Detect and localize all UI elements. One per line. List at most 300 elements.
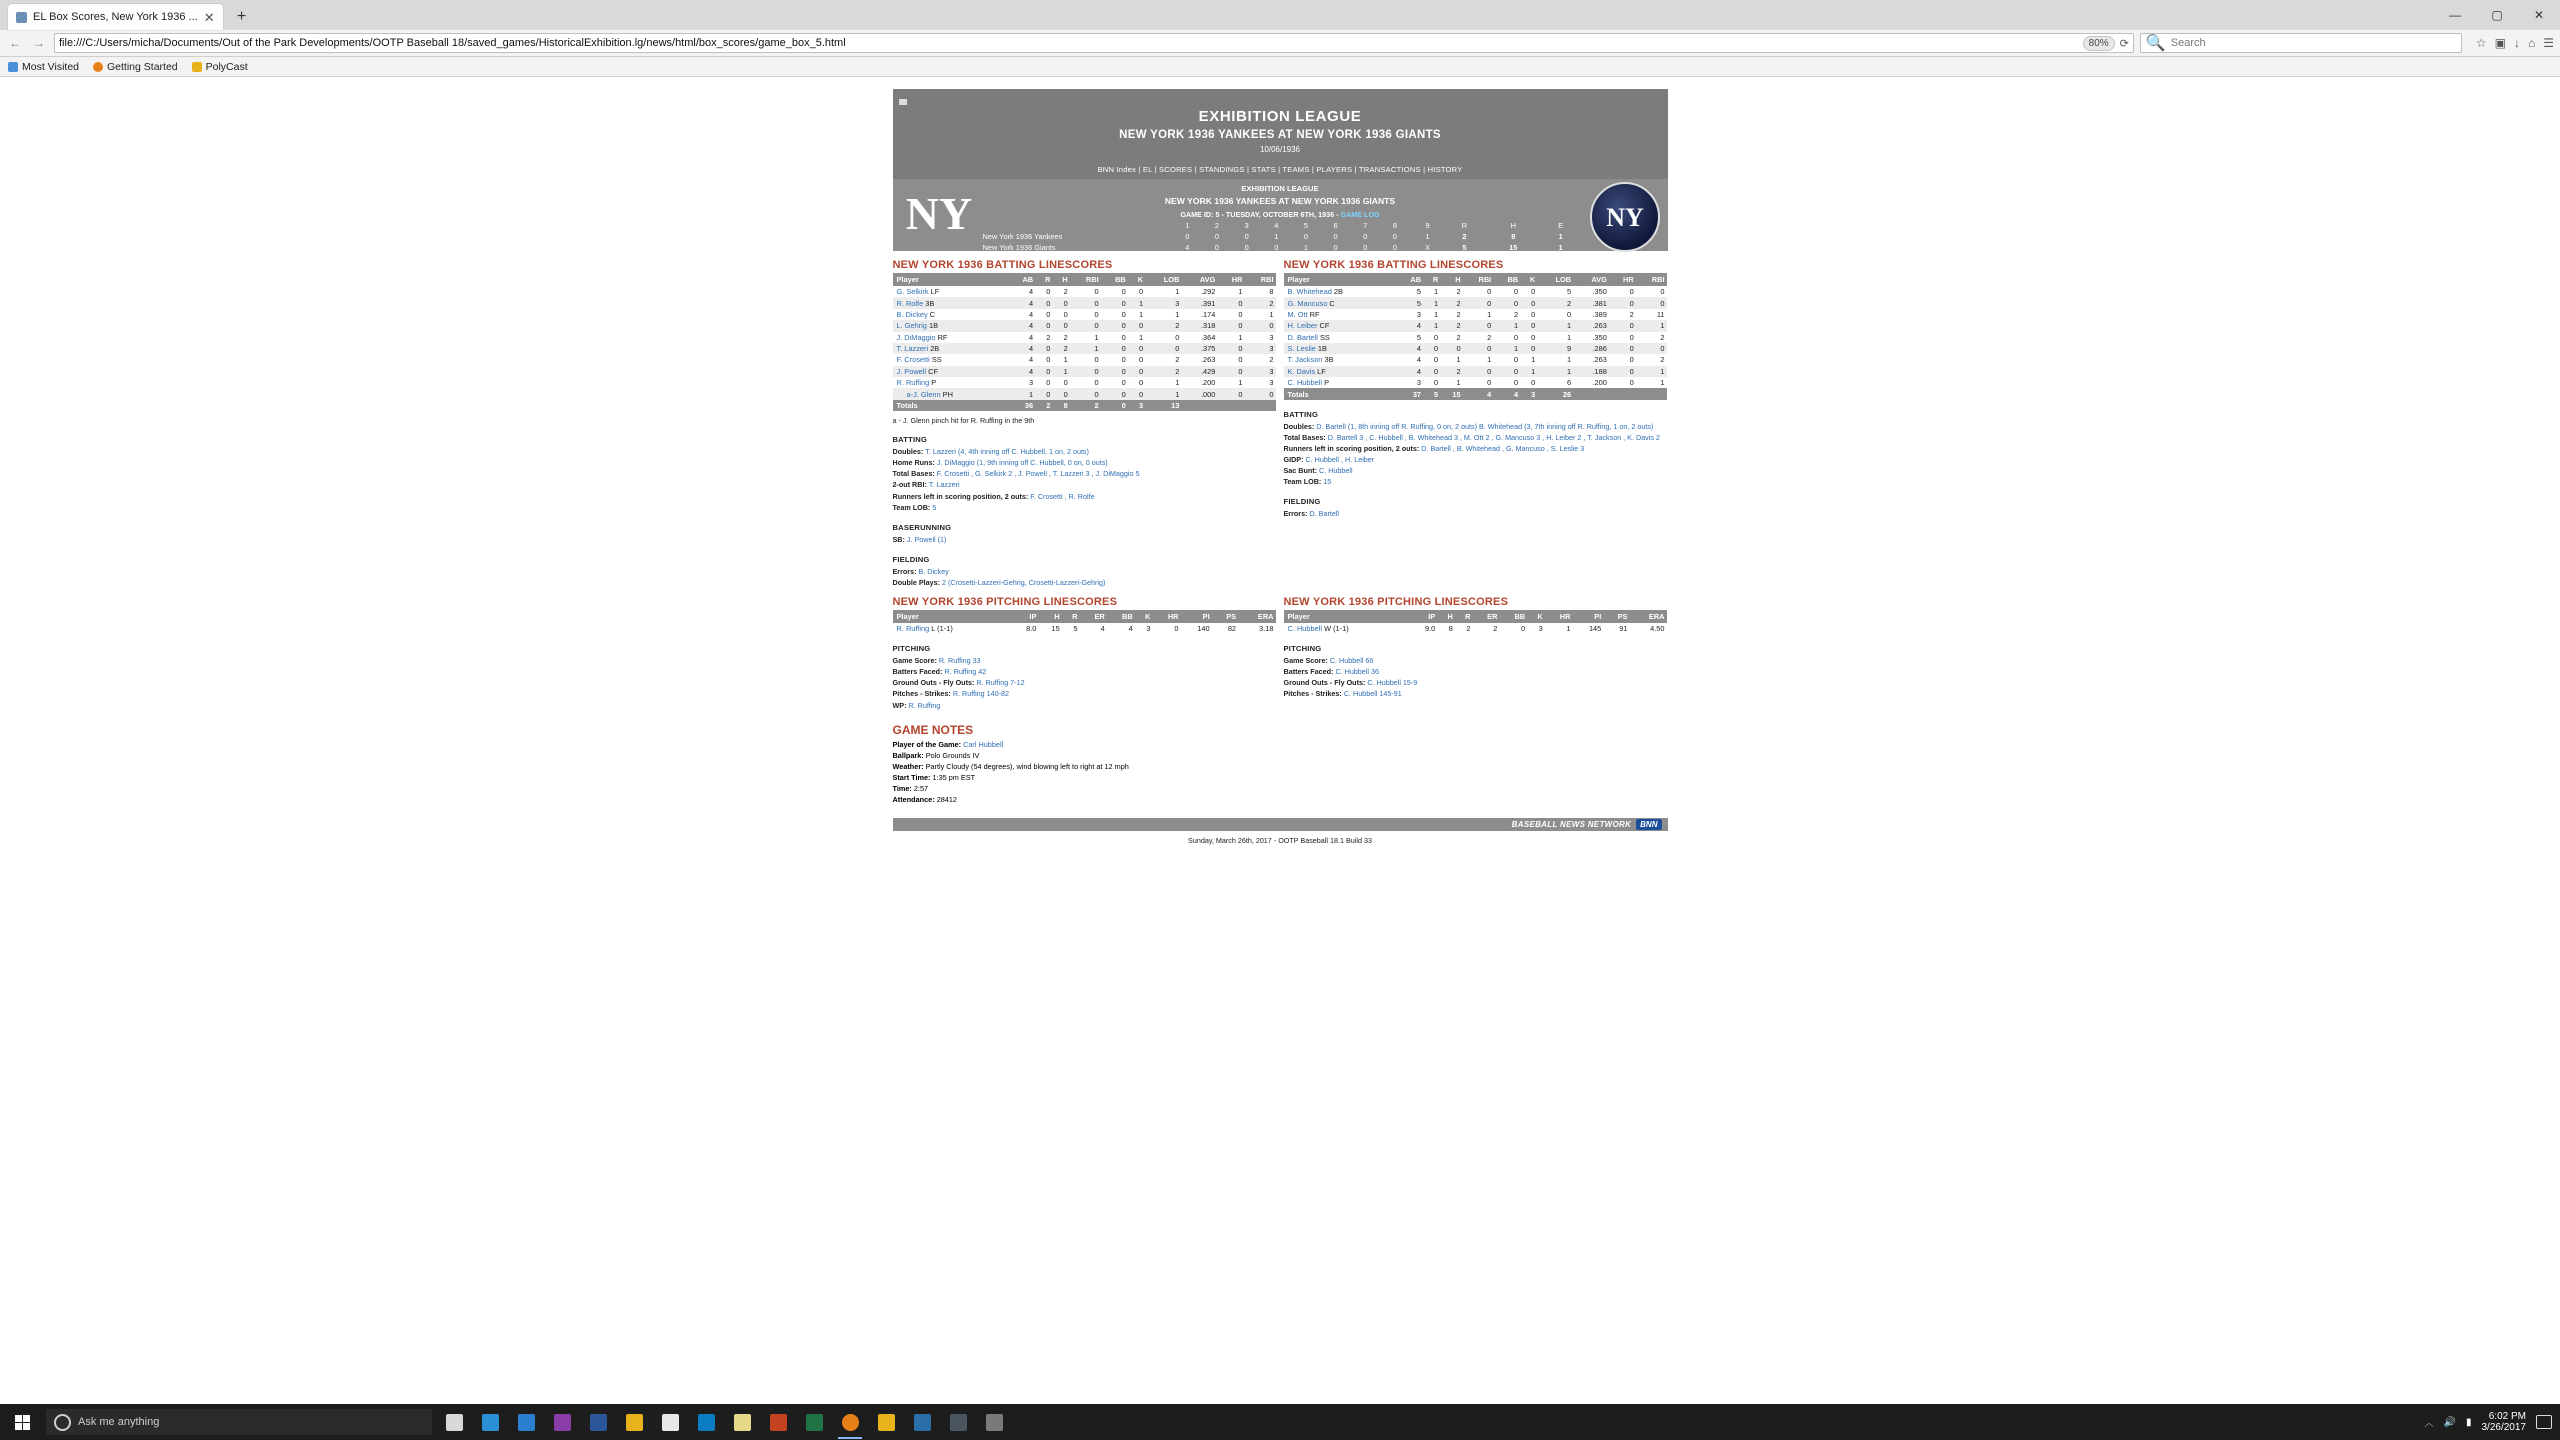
stat-cell: 0 bbox=[1175, 332, 1180, 342]
note-line bbox=[893, 655, 1276, 666]
stat-cell: 1 bbox=[1434, 298, 1439, 308]
linescore-inning: 0 bbox=[1214, 232, 1220, 241]
note-line bbox=[893, 491, 1276, 502]
table-row bbox=[893, 366, 1276, 377]
totals-cell bbox=[1217, 400, 1244, 411]
note-value[interactable]: R. Ruffing 33 bbox=[938, 655, 981, 665]
note-value[interactable]: R. Ruffing 7-12 bbox=[976, 678, 1025, 688]
game-note-row bbox=[893, 795, 1668, 804]
stat-cell: 1 bbox=[1434, 309, 1439, 319]
stat-cell: .350 bbox=[1592, 332, 1607, 342]
stat-cell: 9.0 bbox=[1424, 624, 1436, 634]
address-bar[interactable] bbox=[54, 33, 2134, 53]
taskbar-icon-outlook[interactable] bbox=[688, 1404, 724, 1440]
note-label: Pitches - Strikes: bbox=[1283, 689, 1344, 699]
column-header: Player bbox=[893, 273, 1008, 286]
note-line bbox=[1284, 688, 1667, 699]
column-header: BB bbox=[1499, 610, 1527, 623]
stat-cell: 0 bbox=[1514, 355, 1519, 365]
column-header: ERA bbox=[1629, 610, 1666, 623]
player-link[interactable]: F. Crosetti bbox=[896, 355, 930, 365]
game-note-label: Ballpark: bbox=[892, 750, 926, 760]
player-cell bbox=[893, 377, 1008, 388]
stat-cell: 0 bbox=[1514, 378, 1519, 388]
minimize-button[interactable]: — bbox=[2449, 8, 2461, 22]
stat-cell: 5 bbox=[1416, 298, 1422, 308]
note-value[interactable]: C. Hubbell 15-9 bbox=[1367, 678, 1418, 688]
linescore-th: 5 bbox=[1303, 221, 1309, 230]
close-window-button[interactable]: ✕ bbox=[2533, 8, 2545, 22]
note-value[interactable]: C. Hubbell , H. Leiber bbox=[1305, 454, 1375, 464]
stat-cell: 2 bbox=[1567, 298, 1572, 308]
bookmark-label: Getting Started bbox=[107, 60, 178, 73]
table-row bbox=[1284, 366, 1667, 377]
totals-cell: 37 bbox=[1412, 389, 1422, 399]
note-label: Total Bases: bbox=[1283, 432, 1328, 442]
forward-icon[interactable]: → bbox=[33, 36, 45, 50]
stat-cell: 4 bbox=[1029, 309, 1034, 319]
player-position: CF bbox=[1317, 321, 1330, 331]
note-value[interactable]: 2 (Crosetti-Lazzeri-Gehrig, Crosetti-Lazzeri-Gehrig) bbox=[942, 577, 1106, 587]
windows-logo-icon bbox=[15, 1415, 30, 1430]
player-link[interactable]: T. Jackson bbox=[1287, 355, 1323, 365]
home-icon[interactable]: ⌂ bbox=[2527, 36, 2536, 50]
stat-cell: 4 bbox=[1029, 332, 1034, 342]
stat-cell: 0 bbox=[1094, 355, 1099, 365]
away-batting-notes bbox=[893, 434, 1276, 513]
player-cell bbox=[1284, 332, 1397, 343]
player-link[interactable]: R. Ruffing bbox=[896, 624, 930, 634]
note-value[interactable]: F. Crosetti , G. Selkirk 2 , J. Powell , T. Lazzeri 3 , J. DiMaggio 5 bbox=[936, 469, 1140, 479]
new-tab-button[interactable]: + bbox=[236, 8, 247, 25]
linescore-runs: 2 bbox=[1462, 232, 1467, 241]
stat-cell: 2 bbox=[1493, 624, 1498, 634]
player-link[interactable]: T. Lazzeri bbox=[896, 344, 929, 354]
away-batting-table bbox=[893, 273, 1276, 411]
stat-cell: 140 bbox=[1197, 624, 1210, 634]
game-log-link[interactable]: GAME LOG bbox=[1340, 210, 1380, 219]
note-label: WP: bbox=[892, 700, 909, 710]
stat-cell: 2 bbox=[1063, 344, 1068, 354]
player-link[interactable]: C. Hubbell bbox=[1287, 378, 1323, 388]
player-link[interactable]: D. Bartell bbox=[1287, 332, 1318, 342]
note-value[interactable]: J. DiMaggio (1, 9th inning off C. Hubbell, 0 on, 0 outs) bbox=[936, 458, 1108, 468]
totals-cell: 36 bbox=[1024, 400, 1034, 410]
navbar-right-icons bbox=[2468, 36, 2554, 50]
stat-cell: 1 bbox=[1660, 366, 1665, 376]
linescore-th: R bbox=[1461, 221, 1468, 230]
tab-close-icon[interactable]: ✕ bbox=[203, 9, 215, 25]
player-link[interactable]: C. Hubbell bbox=[1287, 624, 1323, 634]
home-pitching-column bbox=[1284, 596, 1667, 711]
game-note-value[interactable]: Carl Hubbell bbox=[963, 739, 1004, 749]
stat-cell: .188 bbox=[1592, 366, 1607, 376]
note-value[interactable]: D. Bartell 3 , C. Hubbell , B. Whitehead 3 , M. Ott 2 , G. Mancuso 3 , H. Leiber 2 , T. Jackson , K. Davis 2 bbox=[1327, 432, 1660, 442]
stat-cell: 4 bbox=[1416, 344, 1422, 354]
column-header: LOB bbox=[1537, 273, 1573, 286]
away-batting-note-lines bbox=[893, 446, 1276, 513]
player-link[interactable]: R. Ruffing bbox=[896, 378, 930, 388]
taskbar-icon-calendar[interactable] bbox=[652, 1404, 688, 1440]
bookmark-star-icon[interactable]: ☆ bbox=[2475, 36, 2487, 50]
reload-icon[interactable]: ⟳ bbox=[2119, 37, 2129, 50]
totals-cell: 4 bbox=[1487, 389, 1492, 399]
linescore-inning: 1 bbox=[1274, 232, 1279, 241]
stat-cell: 3 bbox=[1175, 298, 1180, 308]
window-controls bbox=[2434, 0, 2560, 30]
taskbar-icon-app[interactable] bbox=[976, 1404, 1012, 1440]
away-fielding-lines bbox=[893, 566, 1276, 588]
player-position: P bbox=[1322, 378, 1329, 388]
taskbar-icon-store[interactable] bbox=[508, 1404, 544, 1440]
stat-cell: 1 bbox=[1487, 355, 1492, 365]
table-row bbox=[893, 309, 1276, 320]
taskbar-icon-word[interactable] bbox=[580, 1404, 616, 1440]
note-value[interactable]: C. Hubbell 36 bbox=[1335, 667, 1379, 677]
player-cell bbox=[1284, 286, 1397, 297]
linescore-inning: 4 bbox=[1185, 243, 1190, 252]
yankees-ny-logo-icon bbox=[906, 185, 972, 245]
home-pitching-notes bbox=[1284, 643, 1667, 699]
stat-cell: 0 bbox=[1238, 389, 1243, 399]
table-row bbox=[1284, 354, 1667, 365]
network-icon[interactable]: ▮ bbox=[2465, 1416, 2472, 1428]
game-note-row bbox=[893, 784, 1668, 793]
stat-cell: 4 bbox=[1029, 287, 1034, 297]
stat-cell: 0 bbox=[1238, 366, 1243, 376]
stat-cell: 3 bbox=[1029, 378, 1034, 388]
stat-cell: 3 bbox=[1416, 309, 1422, 319]
menu-icon[interactable]: ☰ bbox=[2543, 36, 2554, 50]
stat-cell: 4 bbox=[1029, 355, 1034, 365]
stat-cell: 2 bbox=[1456, 321, 1461, 331]
stat-cell: 2 bbox=[1456, 287, 1461, 297]
note-value[interactable]: C. Hubbell 66 bbox=[1329, 655, 1374, 665]
search-bar[interactable] bbox=[2140, 33, 2462, 53]
stat-cell: 3 bbox=[1269, 344, 1274, 354]
column-header: IP bbox=[1011, 610, 1038, 623]
stat-cell: .200 bbox=[1200, 378, 1216, 388]
home-batting-note-lines bbox=[1284, 421, 1667, 488]
back-icon[interactable]: ← bbox=[9, 36, 21, 50]
cortana-icon bbox=[54, 1414, 71, 1431]
stat-cell: 0 bbox=[1094, 287, 1099, 297]
bookmark-polycast[interactable] bbox=[192, 61, 248, 73]
player-cell bbox=[893, 623, 1012, 634]
taskbar-icon-ootp[interactable] bbox=[904, 1404, 940, 1440]
totals-cell: 26 bbox=[1562, 389, 1572, 399]
stat-cell: 0 bbox=[1531, 332, 1536, 342]
linescore-inning: 0 bbox=[1274, 243, 1279, 252]
column-header: H bbox=[1052, 273, 1069, 286]
start-button[interactable] bbox=[0, 1404, 44, 1440]
stat-cell: 0 bbox=[1046, 355, 1051, 365]
stat-cell: 1 bbox=[1456, 378, 1461, 388]
stat-cell: 2 bbox=[1269, 298, 1274, 308]
stat-cell: 0 bbox=[1094, 321, 1099, 331]
page-logo-placeholder-icon bbox=[899, 99, 907, 105]
stat-cell: 0 bbox=[1094, 389, 1099, 399]
away-fielding-notes bbox=[893, 554, 1276, 588]
stat-cell: 0 bbox=[1531, 287, 1536, 297]
stat-cell: 0 bbox=[1238, 298, 1243, 308]
stat-cell: 11 bbox=[1656, 309, 1665, 319]
stat-cell: 0 bbox=[1046, 309, 1051, 319]
note-value[interactable]: R. Ruffing 42 bbox=[944, 667, 987, 677]
stat-cell: 15 bbox=[1051, 624, 1060, 634]
player-link[interactable]: G. Mancuso bbox=[1287, 298, 1328, 308]
stat-cell: 82 bbox=[1227, 624, 1237, 634]
game-note-row bbox=[893, 773, 1668, 782]
note-line bbox=[893, 468, 1276, 479]
taskbar-icon-steam[interactable] bbox=[940, 1404, 976, 1440]
stat-cell: .350 bbox=[1592, 287, 1607, 297]
stat-cell: 0 bbox=[1514, 298, 1519, 308]
scorebox-gameid-text: GAME ID: 5 - TUESDAY, OCTOBER 6TH, 1936 - bbox=[1180, 210, 1341, 219]
linescore-header-row bbox=[979, 220, 1579, 231]
cortana-search-box[interactable] bbox=[46, 1409, 432, 1435]
tray-expand-icon[interactable]: ︿ bbox=[2424, 1417, 2434, 1428]
stat-cell: 1 bbox=[1567, 321, 1572, 331]
player-link[interactable]: R. Rolfe bbox=[896, 298, 924, 308]
column-header: K bbox=[1135, 610, 1153, 623]
linescore-inning: 1 bbox=[1303, 243, 1309, 252]
stat-cell: 4.50 bbox=[1650, 624, 1665, 634]
stat-cell: 1 bbox=[1175, 309, 1180, 319]
player-position: 3B bbox=[923, 298, 935, 308]
stat-cell: 0 bbox=[1138, 378, 1144, 388]
game-notes-title: GAME NOTES bbox=[892, 722, 974, 737]
scorebox-gameid bbox=[893, 210, 1668, 219]
player-link[interactable]: a-J. Glenn bbox=[906, 389, 941, 399]
player-position: SS bbox=[929, 355, 942, 365]
stat-cell: 2 bbox=[1046, 332, 1051, 342]
note-label: GIDP: bbox=[1283, 454, 1306, 464]
note-value[interactable]: R. Ruffing 140-82 bbox=[952, 689, 1010, 699]
totals-cell bbox=[1573, 388, 1609, 399]
stat-cell: .263 bbox=[1200, 355, 1216, 365]
stat-cell: 0 bbox=[1138, 389, 1144, 399]
note-label: Home Runs: bbox=[892, 458, 937, 468]
scorebox-league: EXHIBITION LEAGUE bbox=[1241, 184, 1319, 193]
linescore-th bbox=[979, 220, 1173, 231]
stat-cell: 0 bbox=[1046, 344, 1051, 354]
stat-cell: 0 bbox=[1434, 344, 1439, 354]
note-label: Double Plays: bbox=[892, 577, 943, 587]
note-line bbox=[1284, 476, 1667, 487]
column-header: R bbox=[1423, 273, 1440, 286]
player-link[interactable]: S. Leslie bbox=[1287, 344, 1316, 354]
player-link[interactable]: M. Ott bbox=[1287, 309, 1308, 319]
player-link[interactable]: J. Powell bbox=[896, 366, 927, 376]
clock-time: 6:02 PM bbox=[2488, 1410, 2526, 1422]
linescore-inning: 0 bbox=[1244, 232, 1249, 241]
note-value[interactable]: D. Bartell , B. Whitehead , G. Mancuso , S. Leslie 3 bbox=[1421, 443, 1585, 453]
player-link[interactable]: G. Selkirk bbox=[896, 287, 929, 297]
note-value[interactable]: R. Ruffing bbox=[908, 700, 941, 710]
totals-cell: 0 bbox=[1121, 400, 1126, 410]
away-batting-title: NEW YORK 1936 BATTING LINESCORES bbox=[892, 259, 1113, 271]
player-link[interactable]: B. Whitehead bbox=[1287, 287, 1332, 297]
linescore-errors: 1 bbox=[1558, 232, 1563, 241]
linescore-th: 7 bbox=[1363, 221, 1368, 230]
stat-cell: 0 bbox=[1514, 287, 1519, 297]
stat-cell: 3.18 bbox=[1259, 624, 1274, 634]
totals-row bbox=[893, 400, 1276, 411]
note-label: SB: bbox=[892, 534, 907, 544]
away-baserunning-title: BASERUNNING bbox=[892, 522, 952, 532]
maximize-button[interactable]: ▢ bbox=[2491, 8, 2503, 22]
downloads-icon[interactable]: ↓ bbox=[2513, 36, 2520, 50]
taskbar-icon-explorer[interactable] bbox=[616, 1404, 652, 1440]
pocket-icon[interactable]: ▣ bbox=[2494, 36, 2506, 50]
stat-cell: 8 bbox=[1269, 287, 1274, 297]
bookmark-most-visited[interactable] bbox=[8, 61, 79, 73]
stat-cell: 0 bbox=[1138, 355, 1144, 365]
stat-cell: 2 bbox=[1456, 332, 1461, 342]
player-link[interactable]: J. DiMaggio bbox=[896, 332, 936, 342]
column-header: R bbox=[1035, 273, 1052, 286]
stat-cell: 2 bbox=[1466, 624, 1471, 634]
note-label: Pitches - Strikes: bbox=[892, 689, 953, 699]
cortana-placeholder: Ask me anything bbox=[78, 1416, 160, 1428]
site-nav[interactable] bbox=[893, 162, 1668, 179]
player-position: LF bbox=[928, 287, 940, 297]
note-line bbox=[1284, 465, 1667, 476]
note-label: 2-out RBI: bbox=[892, 480, 929, 490]
taskbar-icon-powerpoint[interactable] bbox=[760, 1404, 796, 1440]
stat-cell: 0 bbox=[1660, 344, 1665, 354]
stat-cell: 0 bbox=[1629, 298, 1634, 308]
taskbar-icon-task-view[interactable] bbox=[436, 1404, 472, 1440]
note-label: Game Score: bbox=[892, 655, 939, 665]
linescore-hits: 15 bbox=[1509, 243, 1518, 252]
player-link[interactable]: K. Davis bbox=[1287, 366, 1316, 376]
taskbar-clock[interactable] bbox=[2482, 1411, 2527, 1434]
totals-cell: 2 bbox=[1094, 400, 1099, 410]
note-value[interactable]: T. Lazzeri (4, 4th inning off C. Hubbell, 1 on, 2 outs) bbox=[925, 446, 1089, 456]
note-line bbox=[893, 446, 1276, 457]
column-header: K bbox=[1520, 273, 1537, 286]
note-value[interactable]: B. Dickey bbox=[918, 566, 949, 576]
stat-cell: 1 bbox=[1531, 355, 1536, 365]
note-value[interactable]: C. Hubbell bbox=[1319, 466, 1353, 476]
home-pitching-table bbox=[1284, 610, 1667, 634]
taskbar-icon-folder[interactable] bbox=[868, 1404, 904, 1440]
clock-date: 3/26/2017 bbox=[2481, 1422, 2526, 1433]
note-line bbox=[1284, 655, 1667, 666]
note-line bbox=[893, 688, 1276, 699]
totals-cell: 3 bbox=[1138, 400, 1144, 410]
note-value[interactable]: 15 bbox=[1323, 477, 1332, 487]
note-value[interactable]: T. Lazzeri bbox=[928, 480, 960, 490]
player-link[interactable]: H. Leiber bbox=[1287, 321, 1318, 331]
stat-cell: .263 bbox=[1592, 355, 1607, 365]
taskbar-icon-onenote[interactable] bbox=[544, 1404, 580, 1440]
table-header-row bbox=[893, 273, 1276, 286]
site-nav-links[interactable]: BNN Index | EL | SCORES | STANDINGS | STATS | TEAMS | PLAYERS | TRANSACTIONS | HISTORY bbox=[1097, 165, 1463, 174]
bookmark-label: Most Visited bbox=[22, 60, 79, 73]
stat-cell: 4 bbox=[1029, 344, 1034, 354]
note-value[interactable]: D. Bartell bbox=[1309, 509, 1340, 519]
notepad-icon bbox=[734, 1414, 751, 1431]
away-batting-note: a - J. Glenn pinch hit for R. Ruffing in the 9th bbox=[892, 416, 1035, 426]
player-link[interactable]: B. Dickey bbox=[896, 309, 928, 319]
player-cell bbox=[1284, 343, 1397, 354]
player-position: C bbox=[1327, 298, 1335, 308]
stat-cell: 1 bbox=[1238, 378, 1243, 388]
note-value[interactable]: D. Bartell (1, 8th inning off R. Ruffing, 0 on, 2 outs) B. Whitehead (3, 7th inning off R. Ruffing, 1 on, 2 outs) bbox=[1316, 421, 1654, 431]
bookmark-getting-started[interactable] bbox=[93, 61, 178, 73]
note-value[interactable]: 5 bbox=[932, 502, 937, 512]
note-value[interactable]: C. Hubbell 145-91 bbox=[1343, 689, 1402, 699]
note-line bbox=[893, 577, 1276, 588]
stat-cell: 0 bbox=[1121, 389, 1126, 399]
column-header: Player bbox=[1284, 273, 1397, 286]
stat-cell: 1 bbox=[1063, 355, 1068, 365]
stat-cell: 0 bbox=[1487, 344, 1492, 354]
linescore-inning: 0 bbox=[1363, 232, 1368, 241]
stat-cell: .000 bbox=[1200, 389, 1216, 399]
stat-cell: 1 bbox=[1434, 287, 1439, 297]
note-label: Team LOB: bbox=[1283, 477, 1324, 487]
column-header: H bbox=[1440, 273, 1462, 286]
bookmark-icon bbox=[192, 62, 202, 72]
taskbar-icon-firefox[interactable] bbox=[832, 1404, 868, 1440]
note-label: Sac Bunt: bbox=[1283, 466, 1320, 476]
linescore-inning: 0 bbox=[1303, 232, 1309, 241]
bookmarks-bar bbox=[0, 57, 2560, 77]
linescore-th: 3 bbox=[1244, 221, 1249, 230]
totals-cell: 15 bbox=[1452, 389, 1461, 399]
stat-cell: 0 bbox=[1063, 321, 1068, 331]
note-value[interactable]: J. Powell (1) bbox=[906, 534, 947, 544]
stat-cell: 2 bbox=[1487, 332, 1492, 342]
note-value[interactable]: F. Crosetti , R. Rolfe bbox=[1030, 491, 1095, 501]
game-note-label: Player of the Game: bbox=[892, 739, 964, 749]
away-pitching-note-lines bbox=[893, 655, 1276, 711]
taskbar-icon-notepad[interactable] bbox=[724, 1404, 760, 1440]
player-position: CF bbox=[926, 366, 938, 376]
column-header: PS bbox=[1603, 610, 1629, 623]
linescore-errors: 1 bbox=[1558, 243, 1563, 252]
browser-tab[interactable] bbox=[8, 4, 223, 30]
batting-section bbox=[893, 259, 1668, 588]
player-cell bbox=[1284, 377, 1397, 388]
stat-cell: 1 bbox=[1456, 355, 1461, 365]
volume-icon[interactable]: 🔊 bbox=[2443, 1416, 2456, 1428]
player-link[interactable]: L. Gehrig bbox=[896, 321, 927, 331]
stat-cell: .263 bbox=[1592, 321, 1607, 331]
page-top-strip bbox=[893, 89, 1668, 106]
note-line bbox=[893, 534, 1276, 545]
zoom-level-badge[interactable]: 80% bbox=[2083, 36, 2115, 51]
linescore-table bbox=[979, 220, 1579, 253]
stat-cell: 9 bbox=[1567, 344, 1572, 354]
stat-cell: 2 bbox=[1063, 287, 1068, 297]
note-label: Ground Outs - Fly Outs: bbox=[892, 678, 977, 688]
linescore-th: H bbox=[1510, 221, 1516, 230]
taskbar-icon-excel[interactable] bbox=[796, 1404, 832, 1440]
note-label: Runners left in scoring position, 2 outs: bbox=[892, 491, 1031, 501]
away-team-logo bbox=[901, 182, 977, 248]
totals-cell: 13 bbox=[1171, 400, 1180, 410]
search-icon: 🔍 bbox=[2145, 35, 2166, 52]
home-pitching-notes-title: PITCHING bbox=[1283, 644, 1322, 654]
stat-cell: 0 bbox=[1434, 355, 1439, 365]
notifications-icon[interactable] bbox=[2536, 1415, 2552, 1429]
taskbar-icon-edge[interactable] bbox=[472, 1404, 508, 1440]
